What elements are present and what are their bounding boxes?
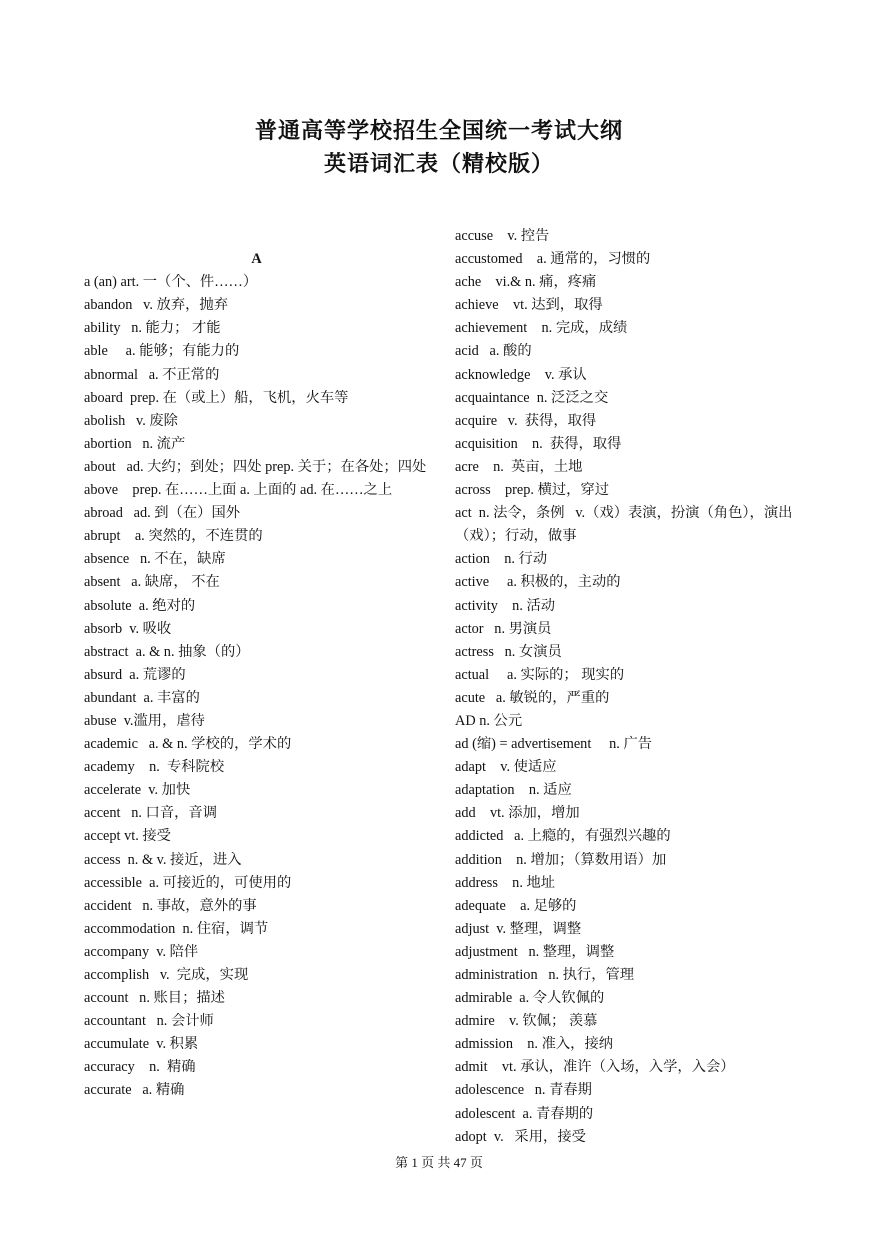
vocab-entry: accuracy n. 精确 [84, 1059, 196, 1076]
left-entry-list [84, 271, 429, 1102]
vocab-entry: admission n. 准入，接纳 [455, 1036, 614, 1053]
vocab-entry: acquire v. 获得，取得 [455, 412, 597, 429]
section-letter: A [251, 251, 262, 268]
vocab-entry: accumulate v. 积累 [84, 1036, 199, 1053]
vocab-entry: about ad. 大约；到处；四处 prep. 关于；在各处；四处 [84, 458, 427, 475]
vocab-entry: abortion n. 流产 [84, 435, 186, 452]
vocab-entry: aboard prep. 在（或上）船，飞机，火车等 [84, 389, 349, 406]
vocab-entry: acknowledge v. 承认 [455, 366, 587, 383]
vocab-entry: address n. 地址 [455, 874, 556, 891]
vocab-entry: abroad ad. 到（在）国外 [84, 505, 241, 522]
vocab-entry: account n. 账目；描述 [84, 990, 225, 1007]
vocab-entry: admire v. 钦佩； 羡慕 [455, 1013, 598, 1030]
vocab-entry: academy n. 专科院校 [84, 759, 225, 776]
vocab-entry: adolescence n. 青春期 [455, 1082, 592, 1099]
vocab-entry: accept vt. 接受 [84, 828, 171, 845]
vocab-entry: addition n. 增加；（算数用语）加 [455, 851, 667, 868]
page-footer: 第 1 页 共 47 页 [395, 1155, 483, 1170]
vocab-entry: ability n. 能力； 才能 [84, 320, 221, 337]
vocab-entry: absolute a. 绝对的 [84, 597, 196, 614]
vocab-entry: abuse v.滥用，虐待 [84, 712, 205, 729]
vocab-entry: add vt. 添加，增加 [455, 805, 580, 822]
vocab-entry: acquaintance n. 泛泛之交 [455, 389, 609, 406]
vocab-entry: absence n. 不在，缺席 [84, 551, 226, 568]
vocab-entry: administration n. 执行，管理 [455, 967, 635, 983]
vocab-entry: actress n. 女演员 [455, 643, 562, 660]
vocab-entry: adolescent a. 青春期的 [455, 1105, 594, 1122]
vocab-entry: action n. 行动 [455, 551, 548, 568]
vocab-entry: adapt v. 使适应 [455, 759, 557, 776]
vocab-entry: above prep. 在……上面 a. 上面的 ad. 在……之上 [84, 482, 393, 499]
vocab-entry: adaptation n. 适应 [455, 782, 572, 799]
vocab-entry: absorb v. 吸收 [84, 620, 172, 637]
vocab-entry: accompany v. 陪伴 [84, 943, 199, 960]
vocab-entry: actual a. 实际的； 现实的 [455, 666, 625, 683]
document-subtitle: 英语词汇表（精校版） [323, 151, 554, 177]
vocab-entry: abnormal a. 不正常的 [84, 366, 220, 383]
vocab-entry: acquisition n. 获得，取得 [455, 435, 622, 452]
vocab-entry: able a. 能够；有能力的 [84, 343, 240, 360]
vocab-entry: achieve vt. 达到，取得 [455, 297, 603, 314]
vocab-entry: AD n. 公元 [455, 712, 523, 729]
vocab-entry: abolish v. 废除 [84, 412, 178, 429]
vocab-entry: accountant n. 会计师 [84, 1013, 214, 1030]
vocab-entry: adopt v. 采用，接受 [455, 1128, 586, 1145]
vocab-entry: accurate a. 精确 [84, 1082, 185, 1099]
vocab-entry: accommodation n. 住宿，调节 [84, 920, 269, 937]
vocab-entry: access n. & v. 接近，进入 [84, 851, 242, 868]
vocab-entry: ad (缩) = advertisement n. 广告 [455, 736, 653, 753]
vocab-entry: abstract a. & n. 抽象（的） [84, 643, 250, 660]
vocab-entry: addicted a. 上瘾的，有强烈兴趣的 [455, 828, 671, 845]
vocab-entry: activity n. 活动 [455, 597, 556, 614]
vocab-entry: abrupt a. 突然的，不连贯的 [84, 528, 263, 545]
vocab-entry: acid a. 酸的 [455, 343, 532, 360]
right-column [455, 225, 805, 1149]
vocab-entry: admit vt. 承认，准许（入场，入学，入会） [455, 1059, 735, 1076]
vocab-entry: ache vi.& n. 痛，疼痛 [455, 274, 597, 291]
vocab-entry: adjust v. 整理，调整 [455, 920, 582, 937]
document-title: 普通高等学校招生全国统一考试大纲 [254, 118, 623, 144]
vocab-entry: accomplish v. 完成，实现 [84, 967, 249, 983]
vocab-entry: abundant a. 丰富的 [84, 689, 200, 706]
vocab-entry: absurd a. 荒谬的 [84, 666, 186, 683]
vocab-entry: adequate a. 足够的 [455, 897, 577, 914]
vocab-entry: accident n. 事故，意外的事 [84, 897, 257, 914]
vocab-entry: acre n. 英亩，土地 [455, 458, 583, 475]
vocab-entry: act n. 法令，条例 v.（戏）表演，扮演（角色），演出（戏）；行动，做事 [455, 505, 793, 545]
vocab-entry: active a. 积极的，主动的 [455, 574, 621, 591]
vocab-entry: actor n. 男演员 [455, 620, 552, 637]
vocab-entry: academic a. & n. 学校的，学术的 [84, 736, 292, 753]
left-column [84, 225, 429, 1103]
vocab-entry: achievement n. 完成，成绩 [455, 320, 628, 337]
vocab-entry: accuse v. 控告 [455, 228, 550, 244]
vocab-entry: adjustment n. 整理，调整 [455, 943, 615, 960]
vocab-entry: accent n. 口音，音调 [84, 805, 218, 822]
vocab-entry: accelerate v. 加快 [84, 782, 191, 799]
vocab-entry: a (an) art. 一（个、件……） [84, 274, 258, 291]
vocab-entry: acute a. 敏锐的，严重的 [455, 689, 610, 706]
vocab-entry: accustomed a. 通常的，习惯的 [455, 251, 651, 268]
vocab-entry: absent a. 缺席， 不在 [84, 574, 220, 591]
vocab-entry: across prep. 横过，穿过 [455, 482, 610, 499]
vocab-entry: abandon v. 放弃，抛弃 [84, 297, 229, 314]
vocab-entry: admirable a. 令人钦佩的 [455, 990, 605, 1007]
vocab-entry: accessible a. 可接近的，可使用的 [84, 874, 292, 891]
